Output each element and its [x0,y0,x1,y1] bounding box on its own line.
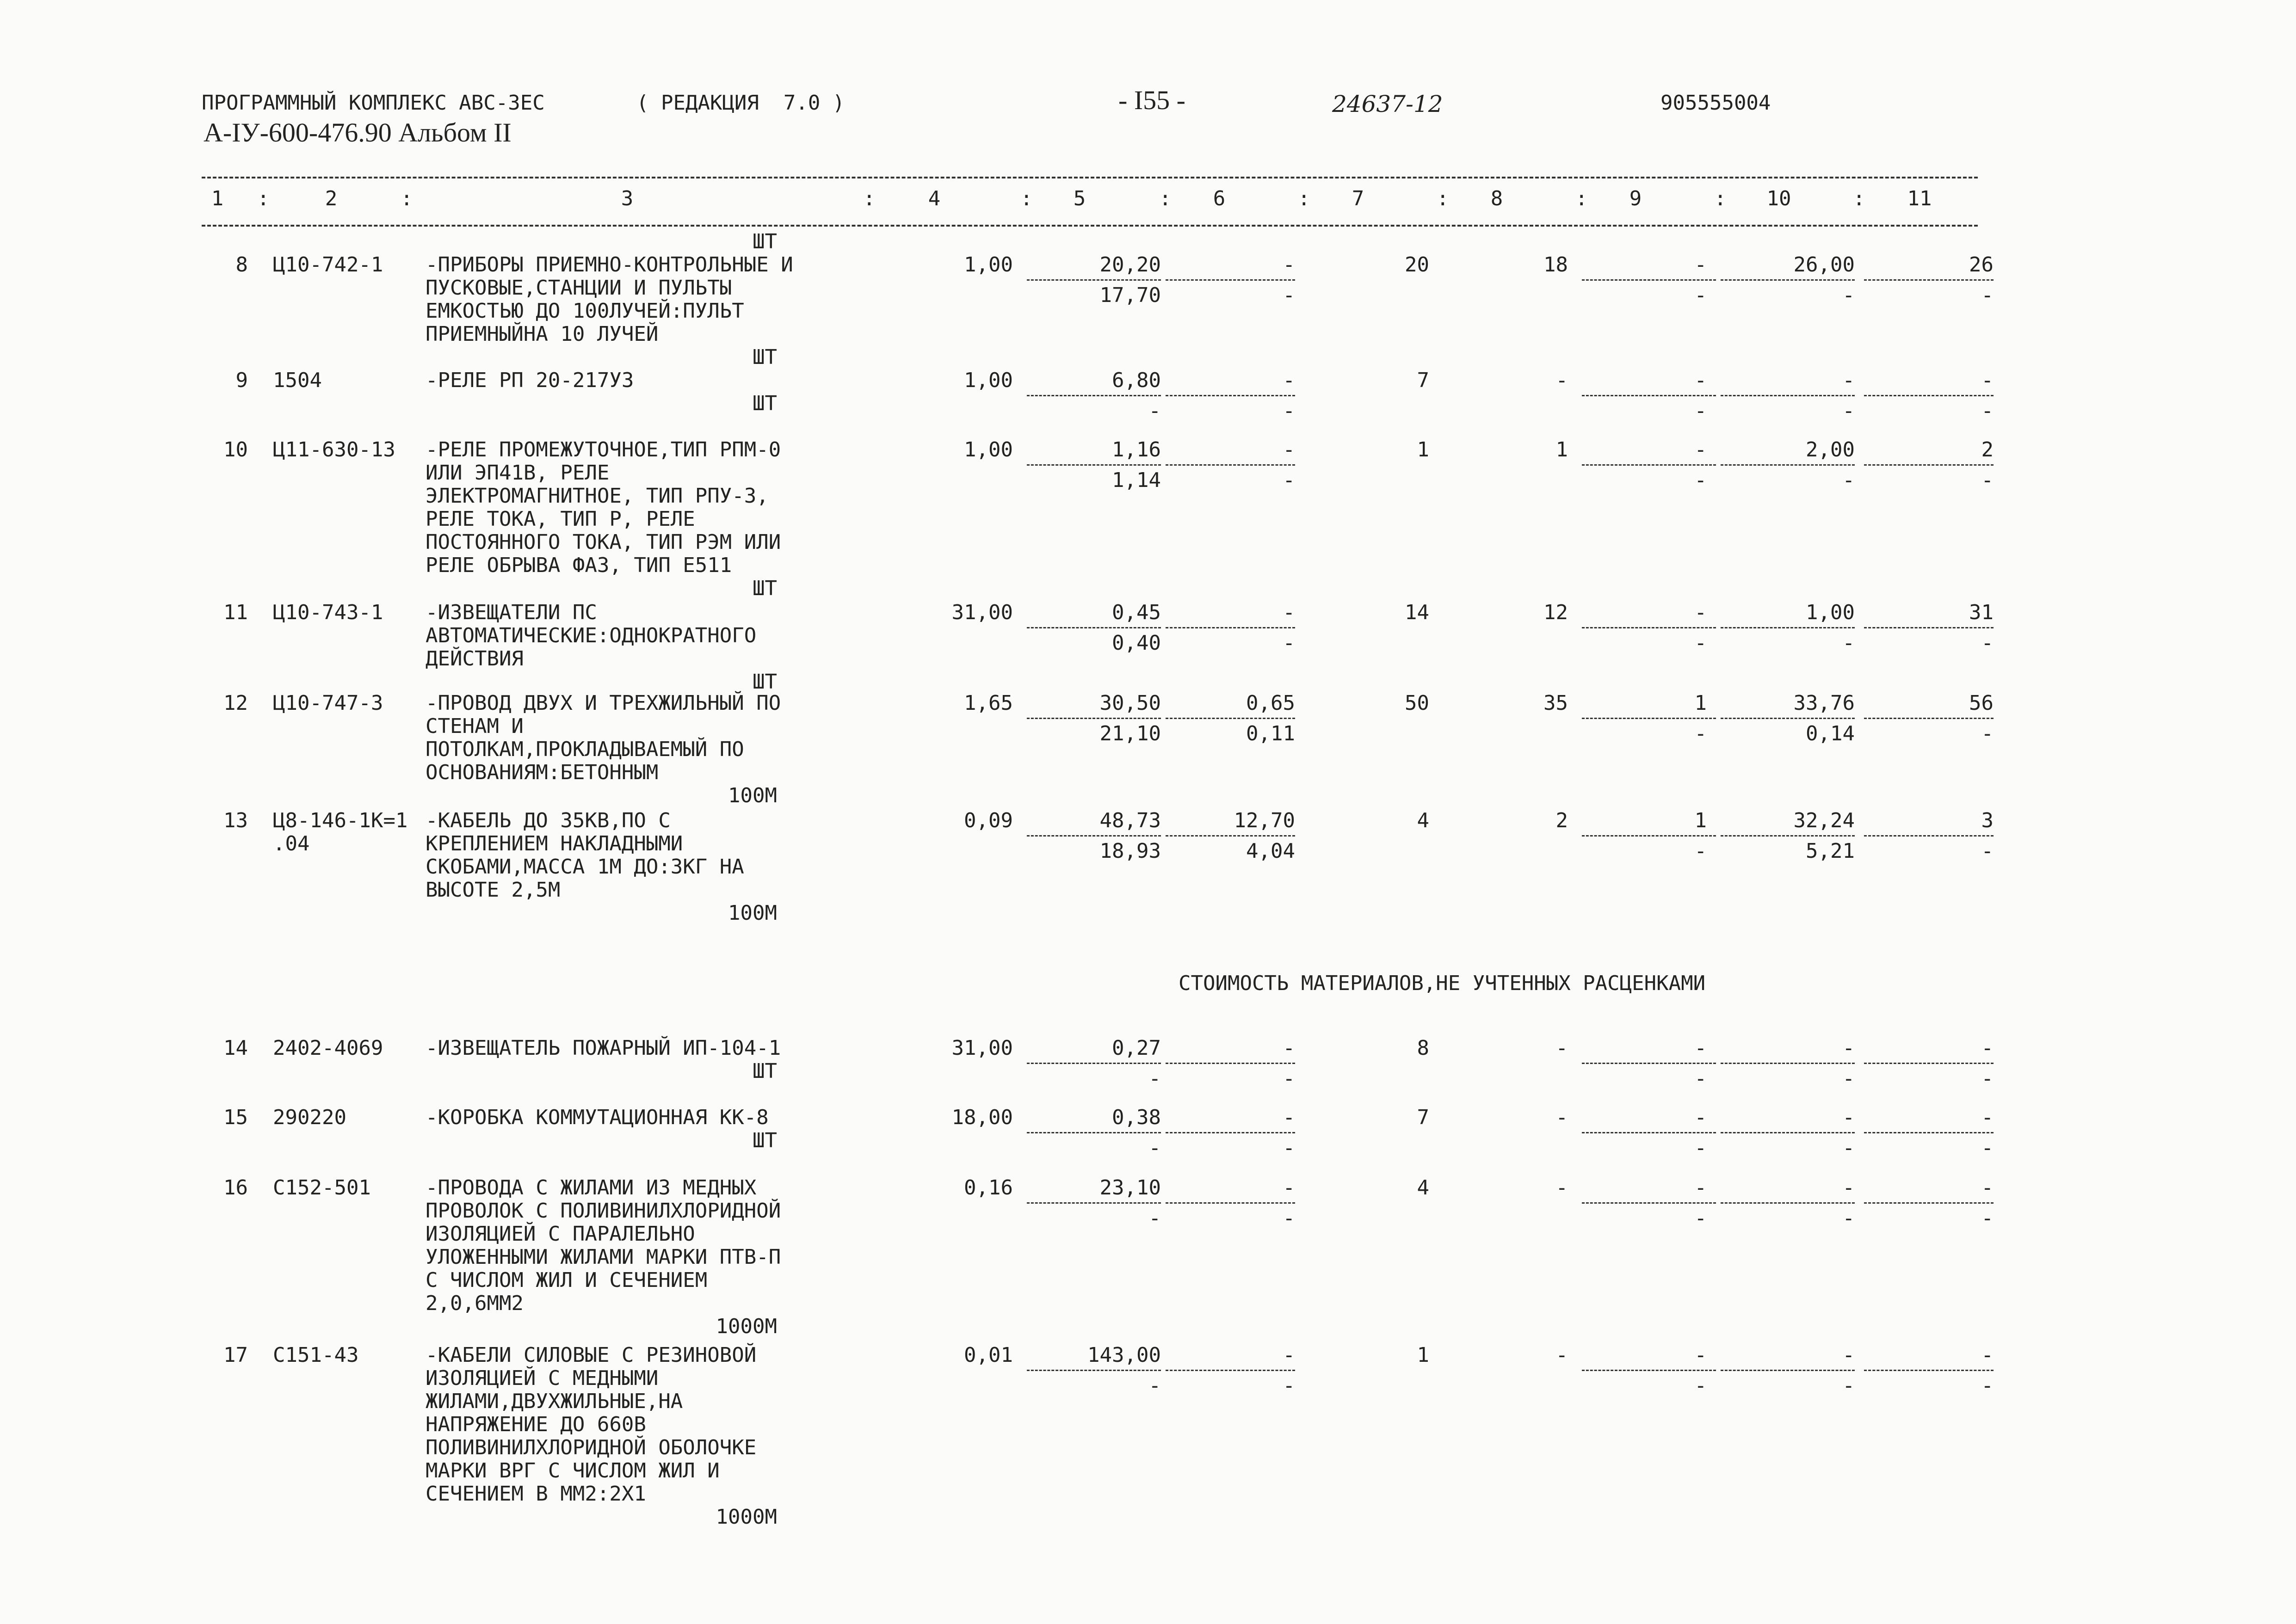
subtotal-rule [1027,1202,1161,1204]
subtotal-rule [1721,718,1855,719]
subtotal-rule [1721,279,1855,281]
row-c9b: - [1694,631,1707,655]
row-c9: - [1694,1036,1707,1060]
row-c8: - [1555,1176,1568,1200]
col-sep: : [1020,187,1033,210]
row-description-line: ИЗОЛЯЦИЕЙ С МЕДНЫМИ [426,1366,659,1390]
col-sep: : [1575,187,1588,210]
album-title: А-IУ-600-476.90 Альбом II [204,117,512,148]
row-c10b: - [1842,1136,1855,1160]
col-sep: : [401,187,413,210]
row-c11: 2 [1981,438,1994,461]
row-c5: 0,45 [1112,601,1161,624]
row-description-line: ПРОВОЛОК С ПОЛИВИНИЛХЛОРИДНОЙ [426,1199,781,1223]
row-c10: - [1842,1343,1855,1367]
row-c7: 50 [1405,691,1429,715]
row-quantity: 1,00 [964,253,1013,277]
row-c5b: - [1148,1136,1161,1160]
subtotal-rule [1582,835,1716,837]
row-description-line: ОСНОВАНИЯМ:БЕТОННЫМ [426,761,659,784]
row-c7: 7 [1417,369,1429,392]
subtotal-rule [1166,279,1295,281]
row-c6b: - [1283,1206,1295,1230]
subtotal-rule [1864,835,1994,837]
row-c9: - [1694,438,1707,461]
row-number: 16 [223,1176,248,1200]
row-description-line: СКОБАМИ,МАССА 1М ДО:3КГ НА [426,855,744,879]
handwritten-code: 24637-12 [1332,91,1443,117]
row-unit: ШТ [753,670,777,694]
row-c11b: - [1981,283,1994,307]
subtotal-rule [1027,279,1161,281]
row-c5b: - [1148,399,1161,423]
row-code: С151-43 [273,1343,359,1367]
subtotal-rule [1027,627,1161,628]
row-c8: - [1555,1106,1568,1129]
row-unit: 1000М [716,1505,777,1529]
col-header-5: 5 [1073,187,1086,210]
row-c6: 12,70 [1234,809,1295,832]
subtotal-rule [1582,279,1716,281]
subtotal-rule [1721,1063,1855,1064]
row-c10: 2,00 [1806,438,1855,461]
row-quantity: 0,09 [964,809,1013,832]
row-c10b: - [1842,1067,1855,1090]
row-code: 2402-4069 [273,1036,383,1060]
row-description-line: С ЧИСЛОМ ЖИЛ И СЕЧЕНИЕМ [426,1268,708,1292]
row-c5b: - [1148,1067,1161,1090]
subtotal-rule [1582,1370,1716,1371]
row-c6b: - [1283,1067,1295,1090]
row-c9: - [1694,253,1707,277]
row-c11: - [1981,1343,1994,1367]
col-sep: : [257,187,270,210]
row-c9b: - [1694,468,1707,492]
subtotal-rule [1582,1063,1716,1064]
row-c10b: - [1842,1374,1855,1397]
col-sep: : [1298,187,1310,210]
col-sep: : [863,187,876,210]
row-number: 9 [235,369,248,392]
subtotal-rule [1864,627,1994,628]
row-c6: - [1283,369,1295,392]
row-quantity: 1,00 [964,369,1013,392]
doc-code: 905555004 [1660,91,1771,115]
subtotal-rule [1582,1202,1716,1204]
row-quantity: 31,00 [951,601,1013,624]
row-c7: 14 [1405,601,1429,624]
row-c10: 33,76 [1793,691,1855,715]
row-c9: - [1694,369,1707,392]
row-description-line: НАПРЯЖЕНИЕ ДО 660В [426,1413,646,1436]
row-unit: ШТ [753,1059,777,1083]
row-c11b: - [1981,1067,1994,1090]
row-code: Ц10-747-3 [273,691,383,715]
row-c5b: - [1148,1374,1161,1397]
row-description-line: -ПРОВОД ДВУХ И ТРЕХЖИЛЬНЫЙ ПО [426,691,781,715]
subtotal-rule [1027,718,1161,719]
subtotal-rule [1864,395,1994,396]
header-rule-top [202,177,1978,178]
row-code: С152-501 [273,1176,371,1200]
row-description-line: -КАБЕЛИ СИЛОВЫЕ С РЕЗИНОВОЙ [426,1343,757,1367]
row-c5: 143,00 [1087,1343,1161,1367]
row-c5: 0,38 [1112,1106,1161,1129]
subtotal-rule [1166,1370,1295,1371]
row-c10: - [1842,1176,1855,1200]
subtotal-rule [1166,835,1295,837]
row-description-line: -РЕЛЕ ПРОМЕЖУТОЧНОЕ,ТИП РПМ-0 [426,438,781,461]
subtotal-rule [1027,395,1161,396]
subtotal-rule [1721,464,1855,466]
row-c5b: - [1148,1206,1161,1230]
row-code-cont: .04 [273,832,310,855]
row-c10b: - [1842,399,1855,423]
row-c11b: - [1981,1206,1994,1230]
row-number: 17 [223,1343,248,1367]
row-c9: - [1694,1176,1707,1200]
row-c9b: - [1694,1374,1707,1397]
subtotal-rule [1166,1132,1295,1133]
row-c7: 4 [1417,1176,1429,1200]
row-c6b: - [1283,468,1295,492]
subtotal-rule [1166,1202,1295,1204]
row-c11: - [1981,369,1994,392]
row-unit-top: ШТ [753,230,777,253]
subtotal-rule [1721,1132,1855,1133]
row-quantity: 31,00 [951,1036,1013,1060]
row-description-line: ВЫСОТЕ 2,5М [426,878,561,902]
row-c6: - [1283,253,1295,277]
row-quantity: 0,01 [964,1343,1013,1367]
row-description-line: СЕЧЕНИЕМ В ММ2:2Х1 [426,1482,646,1506]
row-c6: - [1283,438,1295,461]
row-description-line: УЛОЖЕННЫМИ ЖИЛАМИ МАРКИ ПТВ-П [426,1245,781,1269]
row-code: Ц8-146-1К=1 [273,809,408,832]
subtotal-rule [1721,395,1855,396]
row-c11: 3 [1981,809,1994,832]
row-c7: 8 [1417,1036,1429,1060]
row-c10b: - [1842,1206,1855,1230]
col-sep: : [1159,187,1172,210]
row-c9b: - [1694,283,1707,307]
row-unit: 100М [728,901,777,925]
subtotal-rule [1864,718,1994,719]
row-number: 8 [235,253,248,277]
edition: ( РЕДАКЦИЯ 7.0 ) [636,91,845,115]
row-c6b: - [1283,399,1295,423]
row-c11b: - [1981,722,1994,745]
row-c9: - [1694,601,1707,624]
row-c6: - [1283,1176,1295,1200]
row-number: 14 [223,1036,248,1060]
row-description-line: ПУСКОВЫЕ,СТАНЦИИ И ПУЛЬТЫ [426,276,732,300]
row-c7: 1 [1417,1343,1429,1367]
row-unit: ШТ [753,1129,777,1152]
row-c11b: - [1981,399,1994,423]
row-c11: - [1981,1036,1994,1060]
row-c11: 31 [1969,601,1994,624]
col-sep: : [1437,187,1449,210]
row-description-line: ЭЛЕКТРОМАГНИТНОЕ, ТИП РПУ-3, [426,484,769,508]
row-description-line: -КОРОБКА КОММУТАЦИОННАЯ КК-8 [426,1106,769,1129]
row-c5b: 21,10 [1099,722,1161,745]
row-c10b: 0,14 [1806,722,1855,745]
row-number: 11 [223,601,248,624]
row-c6: - [1283,1343,1295,1367]
row-c6: - [1283,1106,1295,1129]
row-description-line: -ИЗВЕЩАТЕЛЬ ПОЖАРНЫЙ ИП-104-1 [426,1036,781,1060]
row-code: 1504 [273,369,322,392]
row-description-line: -КАБЕЛЬ ДО 35КВ,ПО С [426,809,671,832]
row-c6: 0,65 [1246,691,1295,715]
row-description-line: КРЕПЛЕНИЕМ НАКЛАДНЫМИ [426,832,683,855]
row-c6b: 4,04 [1246,839,1295,863]
subtotal-rule [1864,1370,1994,1371]
row-c9: - [1694,1343,1707,1367]
subtotal-rule [1582,1132,1716,1133]
subtotal-rule [1166,627,1295,628]
row-description-line: РЕЛЕ ОБРЫВА ФАЗ, ТИП Е511 [426,554,732,577]
subtotal-rule [1864,279,1994,281]
row-code: Ц10-743-1 [273,601,383,624]
subtotal-rule [1027,1132,1161,1133]
section-title: СТОИМОСТЬ МАТЕРИАЛОВ,НЕ УЧТЕННЫХ РАСЦЕНКАМИ [1179,972,1706,995]
subtotal-rule [1864,1132,1994,1133]
col-header-11: 11 [1907,187,1932,210]
col-header-7: 7 [1352,187,1364,210]
row-description-line: -РЕЛЕ РП 20-217У3 [426,369,634,392]
row-description-line: ЕМКОСТЬЮ ДО 100ЛУЧЕЙ:ПУЛЬТ [426,299,744,323]
col-header-10: 10 [1766,187,1791,210]
row-c8: - [1555,1343,1568,1367]
row-description-line: РЕЛЕ ТОКА, ТИП Р, РЕЛЕ [426,507,695,531]
row-c10: 1,00 [1806,601,1855,624]
row-quantity: 0,16 [964,1176,1013,1200]
col-sep: : [1853,187,1865,210]
subtotal-rule [1582,718,1716,719]
subtotal-rule [1721,835,1855,837]
row-c10b: - [1842,283,1855,307]
row-c5: 1,16 [1112,438,1161,461]
row-c11: 56 [1969,691,1994,715]
row-c9: - [1694,1106,1707,1129]
row-c11: - [1981,1106,1994,1129]
subtotal-rule [1864,1063,1994,1064]
row-code: Ц11-630-13 [273,438,395,461]
row-c10b: - [1842,468,1855,492]
subtotal-rule [1721,1370,1855,1371]
row-c5: 23,10 [1099,1176,1161,1200]
row-c11b: - [1981,1136,1994,1160]
row-c9b: - [1694,1067,1707,1090]
row-c8: - [1555,369,1568,392]
subtotal-rule [1582,395,1716,396]
row-description-line: ПОЛИВИНИЛХЛОРИДНОЙ ОБОЛОЧКЕ [426,1436,757,1459]
col-header-3: 3 [621,187,634,210]
col-header-4: 4 [928,187,941,210]
row-unit-top: ШТ [753,345,777,369]
page-number: - I55 - [1118,85,1185,115]
row-c5: 30,50 [1099,691,1161,715]
row-unit: 1000М [716,1315,777,1338]
row-c9b: - [1694,839,1707,863]
row-description-line: 2,0,6ММ2 [426,1292,524,1315]
program-name: ПРОГРАММНЫЙ КОМПЛЕКС АВС-3ЕС [202,91,545,115]
col-header-1: 1 [211,187,224,210]
row-c10: 32,24 [1793,809,1855,832]
row-number: 15 [223,1106,248,1129]
row-c10: - [1842,1036,1855,1060]
row-c11b: - [1981,839,1994,863]
row-c5: 48,73 [1099,809,1161,832]
col-header-9: 9 [1629,187,1642,210]
row-c5: 6,80 [1112,369,1161,392]
subtotal-rule [1864,464,1994,466]
row-description-line: ПОСТОЯННОГО ТОКА, ТИП РЭМ ИЛИ [426,530,781,554]
row-c11: 26 [1969,253,1994,277]
row-unit: ШТ [753,392,777,415]
row-c10: - [1842,369,1855,392]
row-quantity: 1,00 [964,438,1013,461]
row-c6: - [1283,1036,1295,1060]
row-c7: 1 [1417,438,1429,461]
row-description-line: ЖИЛАМИ,ДВУХЖИЛЬНЫЕ,НА [426,1390,683,1413]
row-c5b: 0,40 [1112,631,1161,655]
row-unit: ШТ [753,577,777,600]
row-description-line: ИЗОЛЯЦИЕЙ С ПАРАЛЕЛЬНО [426,1222,695,1246]
row-c8: 2 [1555,809,1568,832]
row-description-line: ПОТОЛКАМ,ПРОКЛАДЫВАЕМЫЙ ПО [426,738,744,761]
row-c6b: - [1283,283,1295,307]
row-c9b: - [1694,399,1707,423]
row-c10: - [1842,1106,1855,1129]
row-description-line: СТЕНАМ И [426,714,524,738]
row-number: 12 [223,691,248,715]
row-description-line: -ИЗВЕЩАТЕЛИ ПС [426,601,597,624]
subtotal-rule [1027,835,1161,837]
row-c5b: 18,93 [1099,839,1161,863]
row-unit: 100М [728,784,777,807]
subtotal-rule [1166,395,1295,396]
row-c8: 1 [1555,438,1568,461]
subtotal-rule [1721,627,1855,628]
row-c6b: - [1283,631,1295,655]
col-header-8: 8 [1490,187,1503,210]
row-c11b: - [1981,1374,1994,1397]
row-c6: - [1283,601,1295,624]
row-c10: 26,00 [1793,253,1855,277]
subtotal-rule [1027,1370,1161,1371]
subtotal-rule [1582,464,1716,466]
row-c7: 20 [1405,253,1429,277]
row-number: 10 [223,438,248,461]
col-header-2: 2 [325,187,338,210]
row-c10b: 5,21 [1806,839,1855,863]
row-c8: - [1555,1036,1568,1060]
subtotal-rule [1721,1202,1855,1204]
row-c10b: - [1842,631,1855,655]
row-description-line: -ПРИБОРЫ ПРИЕМНО-КОНТРОЛЬНЫЕ И [426,253,793,277]
col-header-6: 6 [1213,187,1226,210]
row-c6b: 0,11 [1246,722,1295,745]
row-c8: 35 [1543,691,1568,715]
row-c9: 1 [1694,691,1707,715]
row-c5b: 17,70 [1099,283,1161,307]
row-c5: 20,20 [1099,253,1161,277]
row-description-line: АВТОМАТИЧЕСКИЕ:ОДНОКРАТНОГО [426,624,757,647]
row-quantity: 1,65 [964,691,1013,715]
row-c5b: 1,14 [1112,468,1161,492]
col-sep: : [1714,187,1727,210]
row-c9b: - [1694,1136,1707,1160]
row-code: Ц10-742-1 [273,253,383,277]
row-c6b: - [1283,1136,1295,1160]
row-description-line: ИЛИ ЭП41В, РЕЛЕ [426,461,610,485]
header-rule-bottom [202,225,1978,227]
row-description-line: МАРКИ ВРГ С ЧИСЛОМ ЖИЛ И [426,1459,720,1483]
subtotal-rule [1166,464,1295,466]
row-c9b: - [1694,722,1707,745]
subtotal-rule [1027,1063,1161,1064]
row-description-line: ПРИЕМНЫЙНА 10 ЛУЧЕЙ [426,322,659,346]
row-c9b: - [1694,1206,1707,1230]
subtotal-rule [1027,464,1161,466]
subtotal-rule [1582,627,1716,628]
row-c8: 12 [1543,601,1568,624]
subtotal-rule [1166,718,1295,719]
row-description-line: -ПРОВОДА С ЖИЛАМИ ИЗ МЕДНЫХ [426,1176,757,1200]
row-description-line: ДЕЙСТВИЯ [426,647,524,671]
row-c6b: - [1283,1374,1295,1397]
row-code: 290220 [273,1106,346,1129]
row-quantity: 18,00 [951,1106,1013,1129]
row-c7: 7 [1417,1106,1429,1129]
row-c7: 4 [1417,809,1429,832]
row-c11: - [1981,1176,1994,1200]
subtotal-rule [1166,1063,1295,1064]
row-c5: 0,27 [1112,1036,1161,1060]
row-c9: 1 [1694,809,1707,832]
subtotal-rule [1864,1202,1994,1204]
row-c8: 18 [1543,253,1568,277]
row-number: 13 [223,809,248,832]
row-c11b: - [1981,468,1994,492]
row-c11b: - [1981,631,1994,655]
